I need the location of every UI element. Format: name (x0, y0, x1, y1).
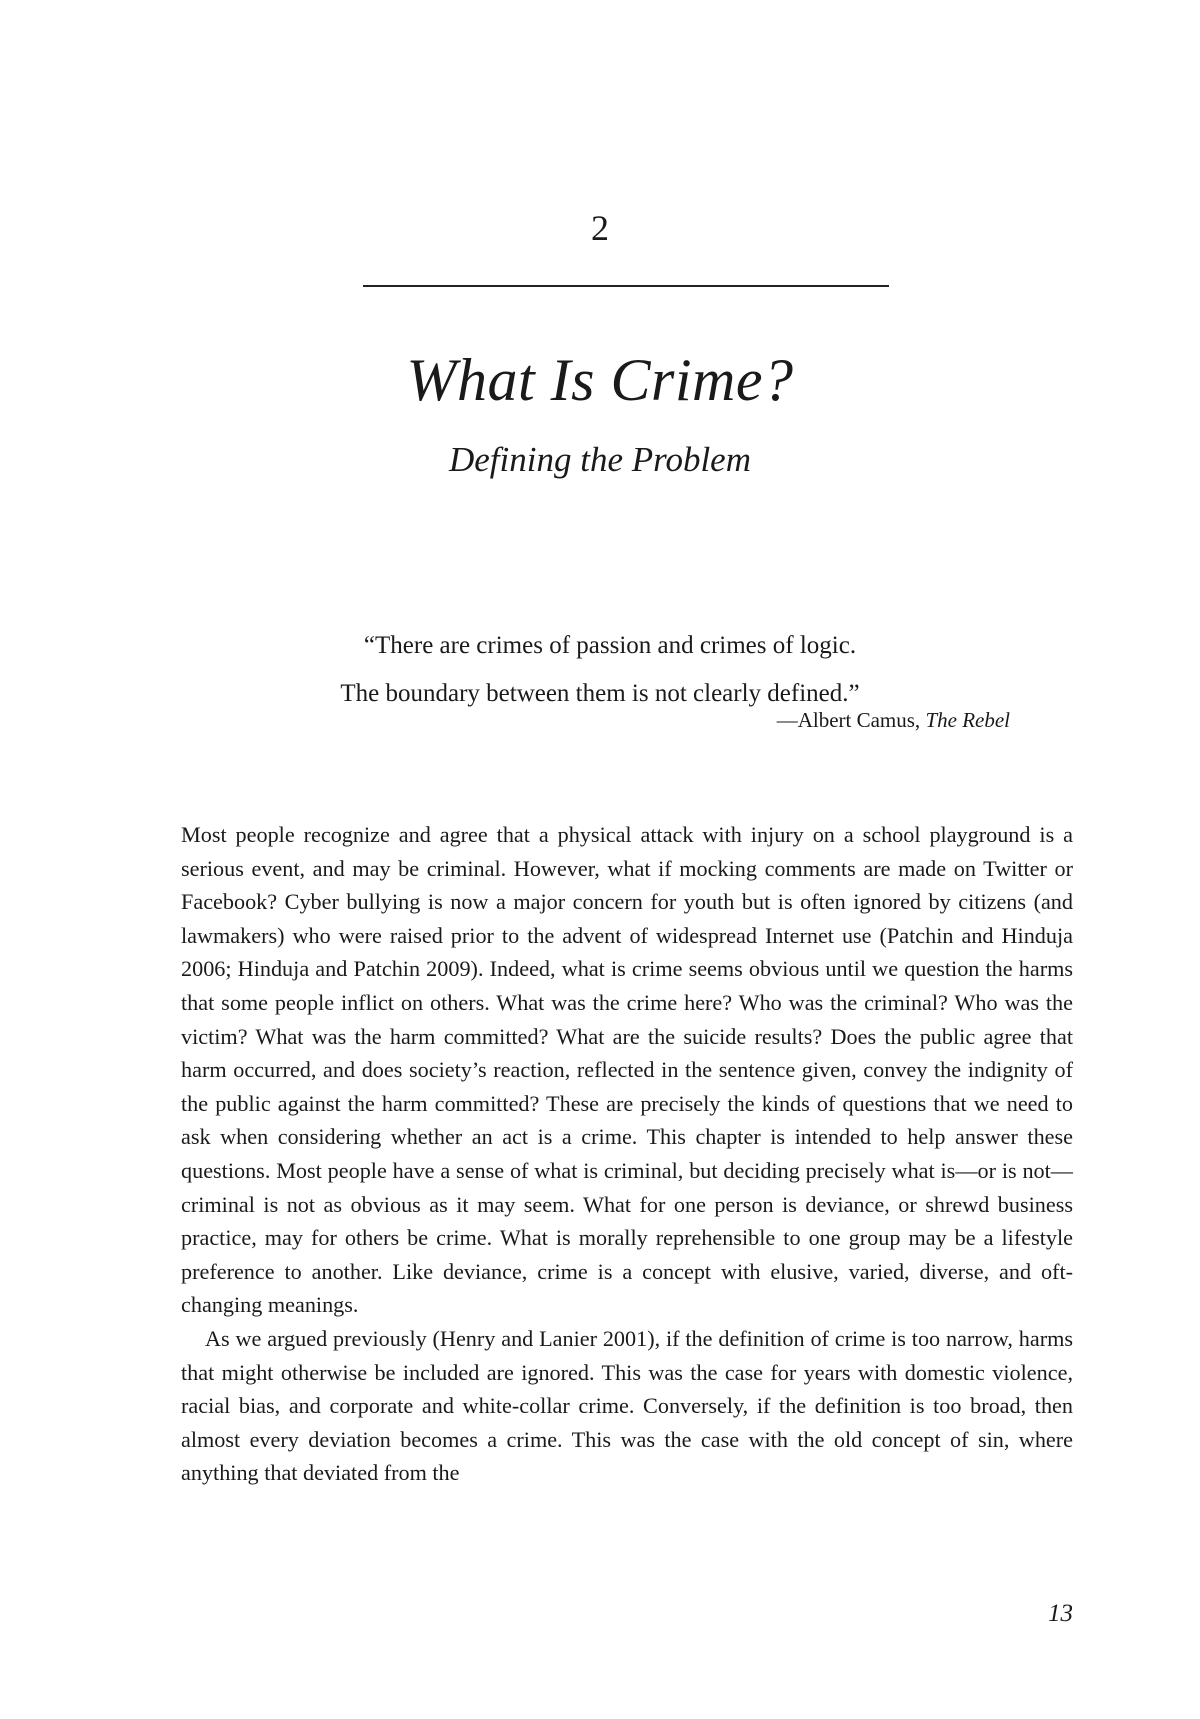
chapter-rule (363, 285, 889, 287)
body-paragraph: Most people recognize and agree that a physical attack with injury on a school playground is a serious event, and may be criminal. However, what if mocking comments are made on Twitter or Facebook? Cyber bullying is now a major concern for youth but is often ignored by citizens (and lawmakers) who were raised prior to the advent of widespread Internet use (Patchin and Hinduja 2006; Hinduja and Patchin 2009). Indeed, what is crime seems obvious until we question the harms that some people inflict on others. What was the crime here? Who was the criminal? Who was the victim? What was the harm committed? What are the suicide results? Does the public agree that harm occurred, and does society’s reaction, reflected in the sentence given, convey the indignity of the public against the harm committed? These are precisely the kinds of questions that we need to ask when considering whether an act is a crime. This chapter is intended to help answer these questions. Most people have a sense of what is criminal, but deciding precisely what is—or is not—criminal is not as obvious as it may seem. What for one person is deviance, or shrewd business practice, may for others be crime. What is morally reprehensible to one group may be a lifestyle preference to another. Like deviance, crime is a concept with elusive, varied, diverse, and oft-changing meanings. (181, 822, 1073, 1318)
body-text (181, 818, 1073, 1490)
epigraph-author: —Albert Camus, (776, 708, 926, 732)
epigraph-attribution (0, 705, 1010, 735)
page-number: 13 (1048, 1600, 1073, 1627)
epigraph (0, 622, 1200, 718)
chapter-number: 2 (591, 208, 609, 248)
epigraph-line: “There are crimes of passion and crimes of logic. (363, 632, 857, 659)
chapter-title: What Is Crime? (406, 347, 794, 413)
chapter-subtitle: Defining the Problem (449, 440, 751, 479)
epigraph-work-title: The Rebel (925, 708, 1010, 732)
epigraph-line: The boundary between them is not clearly defined.” (340, 680, 860, 707)
body-paragraph: As we argued previously (Henry and Lanier 2001), if the definition of crime is too narrow, harms that might otherwise be included are ignored. This was the case for years with domestic violence, racial bias, and corporate and white-collar crime. Conversely, if the definition is too broad, then almost every deviation becomes a crime. This was the case with the old concept of sin, where anything that deviated from the (181, 1325, 1073, 1486)
